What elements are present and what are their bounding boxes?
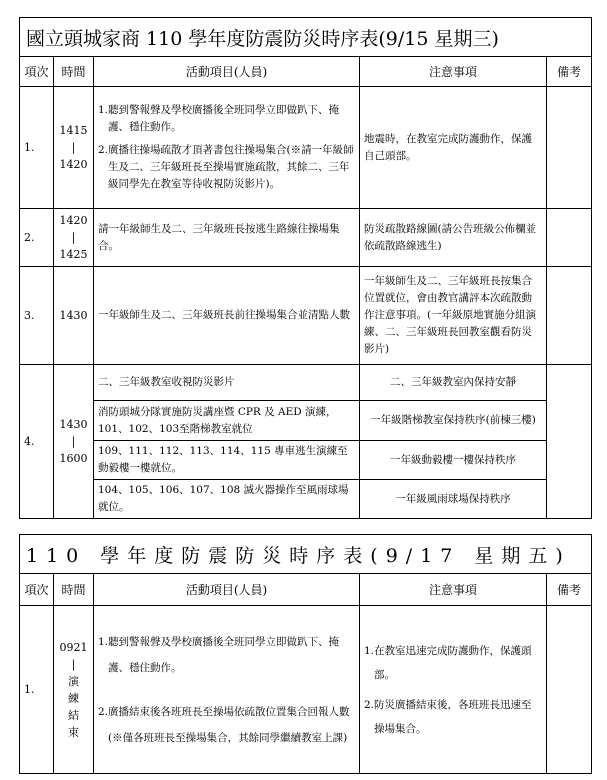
row-time xyxy=(54,606,94,774)
time-sep: | xyxy=(71,231,76,244)
row-notes: 防災疏散路線圖(請公告班級公佈欄並依疏散路線逃生) xyxy=(360,209,547,267)
header-time: 時間 xyxy=(54,57,94,87)
item-text: 在教室迅速完成防護動作，保護頭部。 xyxy=(374,644,532,681)
item-number: 1. xyxy=(98,635,109,648)
item-text: 防災廣播結束後，各班班長迅速至操場集合。 xyxy=(374,698,532,735)
row-time xyxy=(54,365,94,519)
row-notes: 一年級動毅樓一樓保持秩序 xyxy=(360,441,547,480)
row-notes: 地震時，在教室完成防護動作，保護自己頭部。 xyxy=(360,87,547,209)
time-end: 1420 xyxy=(59,158,88,171)
table-row xyxy=(20,365,592,401)
list-item xyxy=(98,699,355,751)
table-row xyxy=(20,401,592,441)
time-start: 1415 xyxy=(59,124,88,137)
row-remarks xyxy=(547,87,592,209)
row-remarks xyxy=(547,365,592,519)
list-item xyxy=(98,142,355,193)
item-text: 聽到警報聲及學校廣播後全班同學立即做趴下、掩護、穩住動作。 xyxy=(108,104,340,133)
time-sep: | xyxy=(71,141,76,154)
row-no: 3. xyxy=(20,267,54,365)
header-activity: 活動項目(人員) xyxy=(94,574,360,606)
time-start: 0921 xyxy=(59,640,88,654)
header-remarks: 備考 xyxy=(547,57,592,87)
header-remarks: 備考 xyxy=(547,574,592,606)
row-no: 1. xyxy=(20,606,54,774)
row-notes xyxy=(360,606,547,774)
item-number: 1. xyxy=(364,644,375,657)
row-no: 2. xyxy=(20,209,54,267)
table-row xyxy=(20,267,592,365)
row-activity: 109、111、112、113、114、115 專車逃生演練至動毅樓一樓就位。 xyxy=(94,441,360,480)
table-title: 國立頭城家商 110 學年度防震防災時序表(9/15 星期三) xyxy=(20,18,592,57)
row-activity: 請一年級師生及二、三年級班長按逃生路線往操場集合。 xyxy=(94,209,360,267)
header-activity: 活動項目(人員) xyxy=(94,57,360,87)
item-number: 2. xyxy=(98,705,109,718)
time-end: 1425 xyxy=(59,248,88,261)
table-row xyxy=(20,441,592,480)
header-notes: 注意事項 xyxy=(360,574,547,606)
row-notes: 一年級風雨球場保持秩序 xyxy=(360,480,547,519)
row-time xyxy=(54,209,94,267)
time-sep: | xyxy=(71,657,76,671)
header-no: 項次 xyxy=(20,574,54,606)
row-activity: 消防頭城分隊實施防災講座暨 CPR 及 AED 演練，101、102、103至階梯教室就位 xyxy=(94,401,360,441)
row-remarks xyxy=(547,267,592,365)
list-item xyxy=(98,102,355,136)
schedule-table-0915 xyxy=(19,17,592,519)
row-no: 1. xyxy=(20,87,54,209)
row-remarks xyxy=(547,209,592,267)
item-number: 2. xyxy=(98,144,109,156)
time-start: 1430 xyxy=(59,418,88,431)
list-item xyxy=(364,693,542,741)
time-start: 1420 xyxy=(59,214,88,227)
list-item xyxy=(98,629,355,681)
table-row xyxy=(20,209,592,267)
schedule-table-0917 xyxy=(19,534,592,774)
table-row xyxy=(20,87,592,209)
table-title: 110 學年度防震防災時序表(9/17 星期五) xyxy=(20,535,592,574)
row-activity xyxy=(94,606,360,774)
row-notes: 一年級師生及二、三年級班長按集合位置就位，會由教官講評本次疏散動作注意事項。(一年級原地實施分組演練、二、三年級班長回教室觀看防災影片) xyxy=(360,267,547,365)
item-text: 廣播結束後各班班長至操場依疏散位置集合回報人數(※僅各班班長至操場集合，其餘同學繼續教室上課) xyxy=(108,705,350,744)
row-activity xyxy=(94,87,360,209)
item-text: 聽到警報聲及學校廣播後全班同學立即做趴下、掩護、穩住動作。 xyxy=(108,635,340,674)
list-item xyxy=(364,639,542,687)
item-text: 廣播往操場疏散才頂著書包往操場集合(※請一年級師生及二、三年級班長至操場實施疏散，其餘二、三年級同學先在教室等待收視防災影片)。 xyxy=(108,144,354,190)
time-end: 演練結束 xyxy=(68,674,79,739)
row-activity: 一年級師生及二、三年級班長前往操場集合並清點人數 xyxy=(94,267,360,365)
header-time: 時間 xyxy=(54,574,94,606)
header-no: 項次 xyxy=(20,57,54,87)
table-row xyxy=(20,480,592,519)
row-time xyxy=(54,87,94,209)
row-activity: 二、三年級教室收視防災影片 xyxy=(94,365,360,401)
time-end: 1600 xyxy=(59,452,88,465)
row-time: 1430 xyxy=(54,267,94,365)
row-notes: 一年級階梯教室保持秩序(前棟三樓) xyxy=(360,401,547,441)
row-remarks xyxy=(547,606,592,774)
header-notes: 注意事項 xyxy=(360,57,547,87)
row-no: 4. xyxy=(20,365,54,519)
time-sep: | xyxy=(71,435,76,448)
table-row xyxy=(20,606,592,774)
row-notes: 二、三年級教室內保持安靜 xyxy=(360,365,547,401)
row-activity: 104、105、106、107、108 滅火器操作至風雨球場就位。 xyxy=(94,480,360,519)
item-number: 2. xyxy=(364,698,375,711)
item-number: 1. xyxy=(98,104,109,116)
